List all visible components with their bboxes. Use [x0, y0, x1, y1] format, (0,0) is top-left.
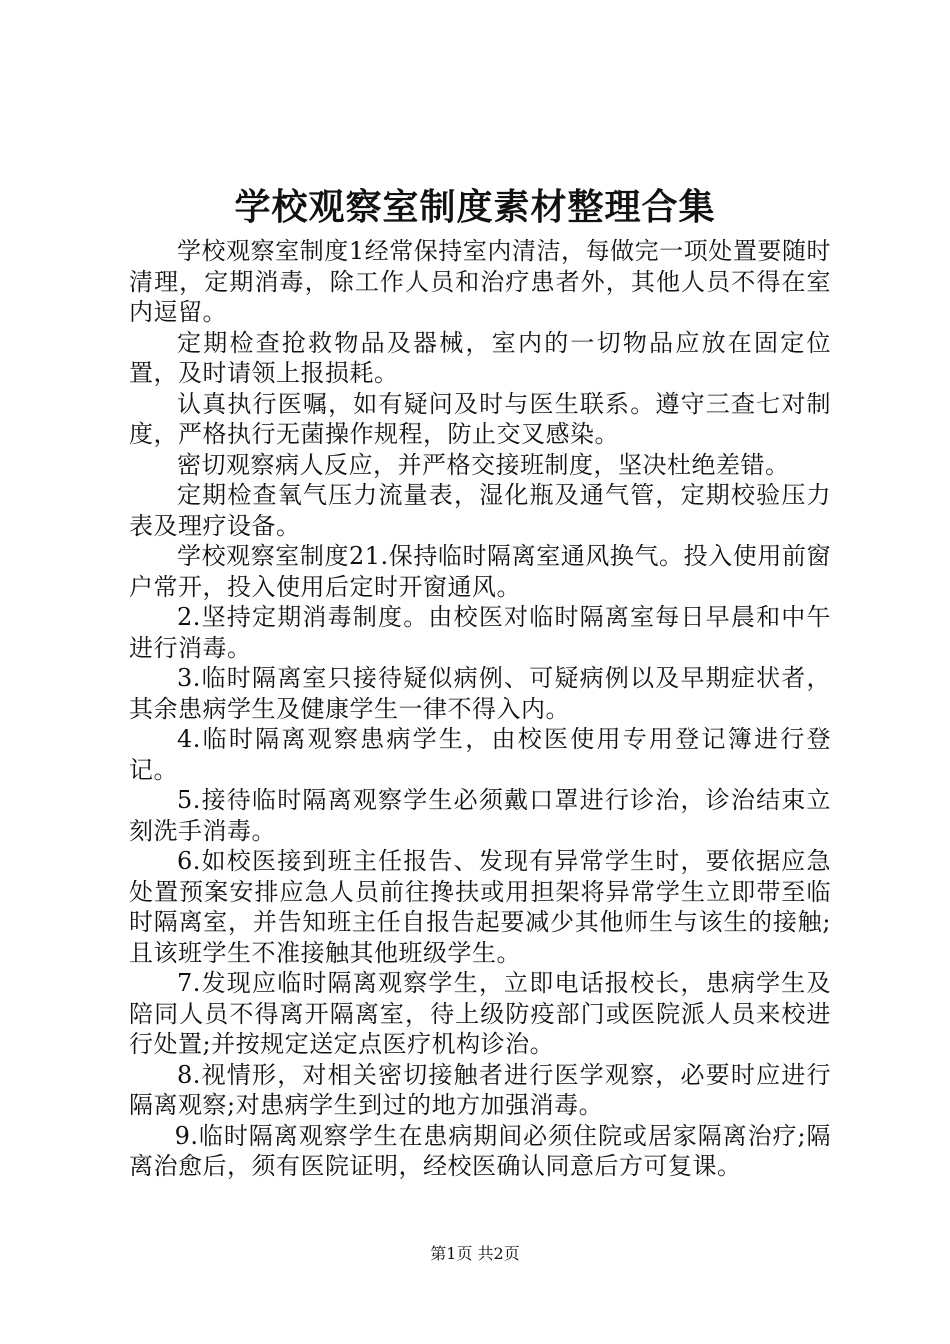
paragraph-11: 6.如校医接到班主任报告、发现有异常学生时，要依据应急处置预案安排应急人员前往搀扶或用担架将异常学生立即带至临时隔离室，并告知班主任自报告起要减少其他师生与该生的接触;且该班学生不准接触其他班级学生。	[129, 847, 831, 967]
paragraph-1: 学校观察室制度1经常保持室内清洁，每做完一项处置要随时清理，定期消毒，除工作人员和治疗患者外，其他人员不得在室内逗留。	[129, 237, 831, 326]
paragraph-14: 9.临时隔离观察学生在患病期间必须住院或居家隔离治疗;隔离治愈后，须有医院证明，经校医确认同意后方可复课。	[129, 1121, 831, 1180]
document-title: 学校观察室制度素材整理合集	[234, 187, 716, 228]
paragraph-8: 3.临时隔离室只接待疑似病例、可疑病例以及早期症状者，其余患病学生及健康学生一律不得入内。	[129, 664, 831, 723]
paragraph-2: 定期检查抢救物品及器械，室内的一切物品应放在固定位置，及时请领上报损耗。	[129, 328, 831, 387]
paragraph-4: 密切观察病人反应，并严格交接班制度，坚决杜绝差错。	[177, 450, 790, 479]
paragraph-10: 5.接待临时隔离观察学生必须戴口罩进行诊治，诊治结束立刻洗手消毒。	[129, 786, 831, 845]
paragraph-9: 4.临时隔离观察患病学生，由校医使用专用登记簿进行登记。	[129, 725, 831, 784]
document-body	[129, 236, 831, 1182]
paragraph-3: 认真执行医嘱，如有疑问及时与医生联系。遵守三查七对制度，严格执行无菌操作规程，防止交叉感染。	[129, 389, 831, 448]
paragraph-7: 2.坚持定期消毒制度。由校医对临时隔离室每日早晨和中午进行消毒。	[129, 603, 831, 662]
paragraph-12: 7.发现应临时隔离观察学生，立即电话报校长，患病学生及陪同人员不得离开隔离室，待上级防疫部门或医院派人员来校进行处置;并按规定送定点医疗机构诊治。	[129, 969, 831, 1058]
page-footer: 第1页 共2页	[430, 1244, 520, 1263]
paragraph-5: 定期检查氧气压力流量表，湿化瓶及通气管，定期校验压力表及理疗设备。	[129, 481, 831, 540]
paragraph-13: 8.视情形，对相关密切接触者进行医学观察，必要时应进行隔离观察;对患病学生到过的地方加强消毒。	[129, 1060, 831, 1119]
paragraph-6: 学校观察室制度21.保持临时隔离室通风换气。投入使用前窗户常开，投入使用后定时开窗通风。	[129, 542, 831, 601]
